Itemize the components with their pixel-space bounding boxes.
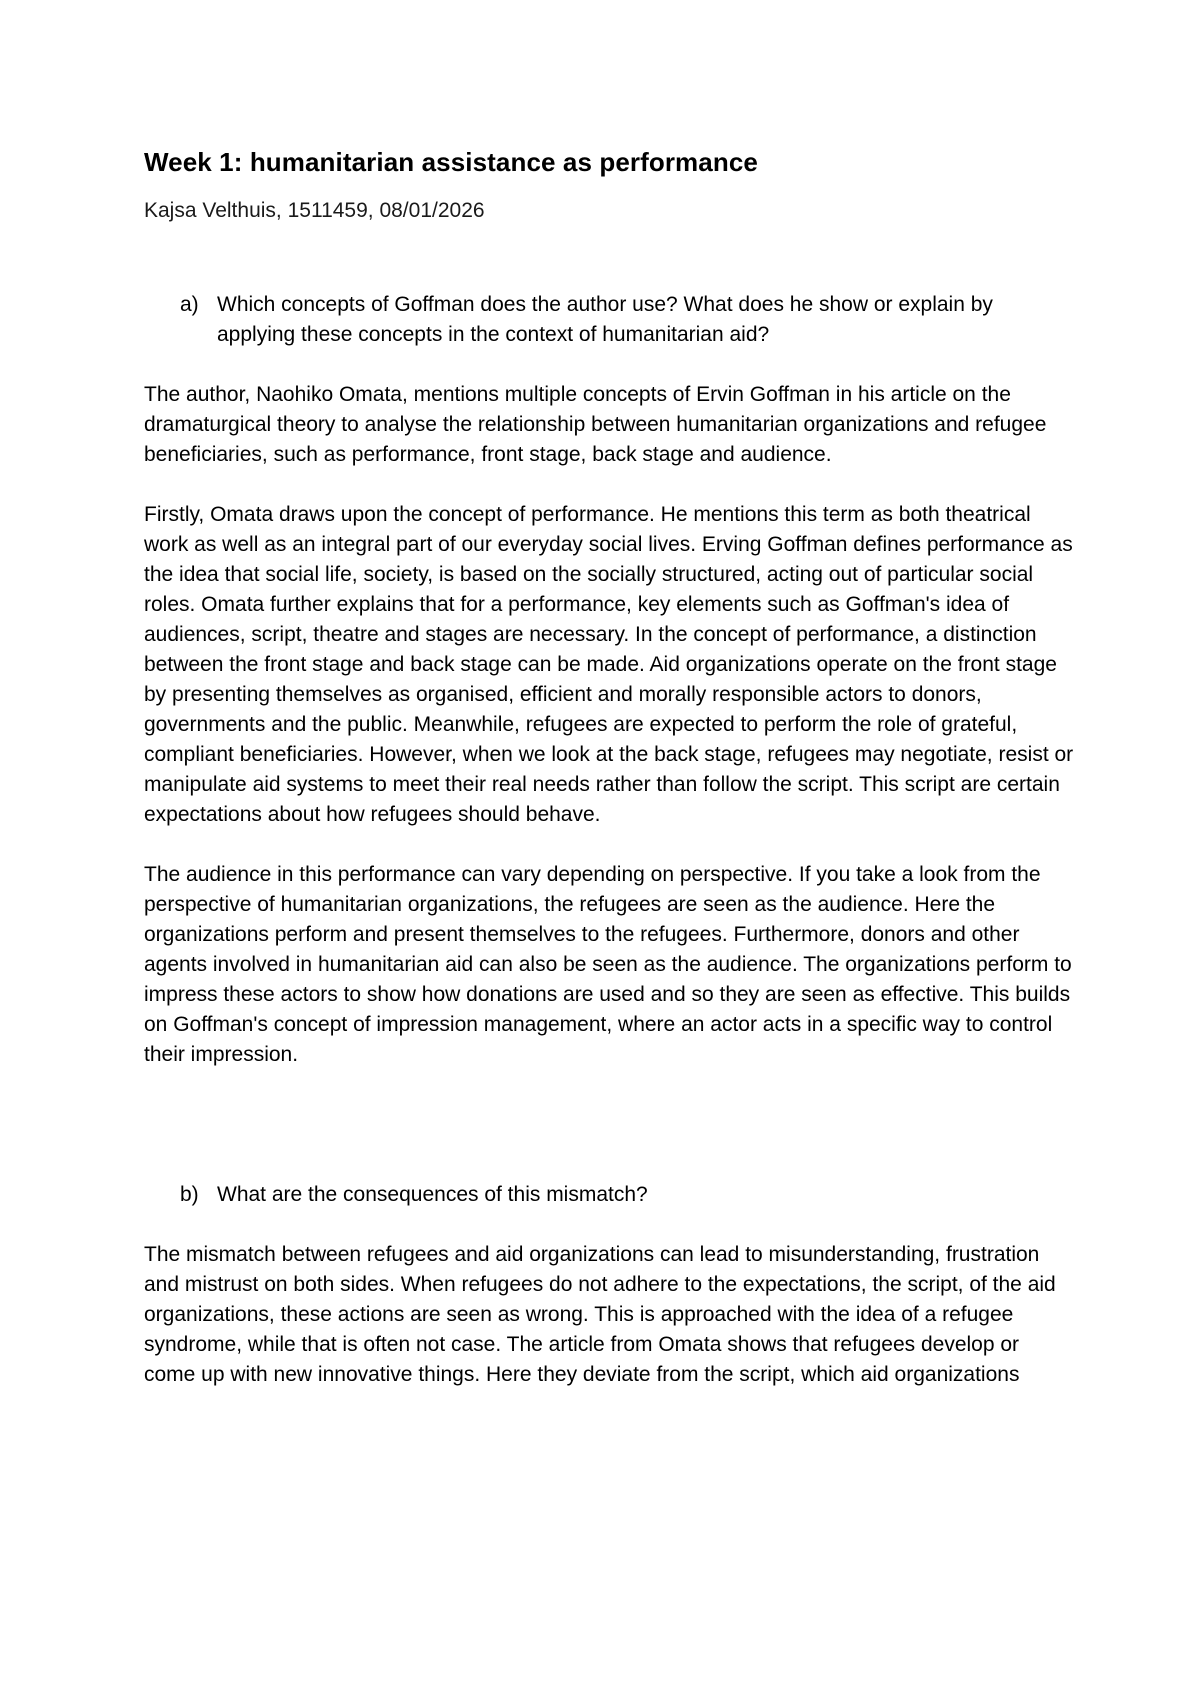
document-content xyxy=(144,144,1074,1390)
question-b-marker: b) xyxy=(180,1183,199,1206)
question-b xyxy=(144,1180,1074,1210)
answer-a-paragraph-3: The audience in this performance can vary depending on perspective. If you take a look from the perspective of humanitarian organizations, the refugees are seen as the audience. Here the organizations perform and present themselves to the refugees. Furthermore, donors and other agents involved in humanitarian aid can also be seen as the audience. The organizations perform to impress these actors to show how donations are used and so they are seen as effective. This builds on Goffman's concept of impression management, where an actor acts in a specific way to control their impression. xyxy=(144,863,1072,1066)
answer-a-paragraph-2: Firstly, Omata draws upon the concept of performance. He mentions this term as both theatrical work as well as an integral part of our everyday social lives. Erving Goffman defines performance as the idea that social life, society, is based on the socially structured, acting out of particular social roles. Omata further explains that for a performance, key elements such as Goffman's idea of audiences, script, theatre and stages are necessary. In the concept of performance, a distinction between the front stage and back stage can be made. Aid organizations operate on the front stage by presenting themselves as organised, efficient and morally responsible actors to donors, governments and the public. Meanwhile, refugees are expected to perform the role of grateful, compliant beneficiaries. However, when we look at the back stage, refugees may negotiate, resist or manipulate aid systems to meet their real needs rather than follow the script. This script are certain expectations about how refugees should behave. xyxy=(144,503,1074,826)
question-a-marker: a) xyxy=(180,293,199,316)
answer-b-paragraph-1: The mismatch between refugees and aid organizations can lead to misunderstanding, frustration and mistrust on both sides. When refugees do not adhere to the expectations, the script, of the aid organizations, these actions are seen as wrong. This is approached with the idea of a refugee syndrome, while that is often not case. The article from Omata shows that refugees develop or come up with new innovative things. Here they deviate from the script, which aid organizations xyxy=(144,1243,1056,1386)
author-line: Kajsa Velthuis, 1511459, 08/01/2026 xyxy=(144,199,485,222)
question-b-text: What are the consequences of this mismatch? xyxy=(217,1183,648,1206)
question-a-text: Which concepts of Goffman does the author use? What does he show or explain by applying these concepts in the context of humanitarian aid? xyxy=(217,293,993,346)
answer-a-paragraph-1: The author, Naohiko Omata, mentions multiple concepts of Ervin Goffman in his article on the dramaturgical theory to analyse the relationship between humanitarian organizations and refugee beneficiaries, such as performance, front stage, back stage and audience. xyxy=(144,383,1047,466)
question-a xyxy=(144,290,1074,350)
document-title: Week 1: humanitarian assistance as performance xyxy=(144,147,758,177)
